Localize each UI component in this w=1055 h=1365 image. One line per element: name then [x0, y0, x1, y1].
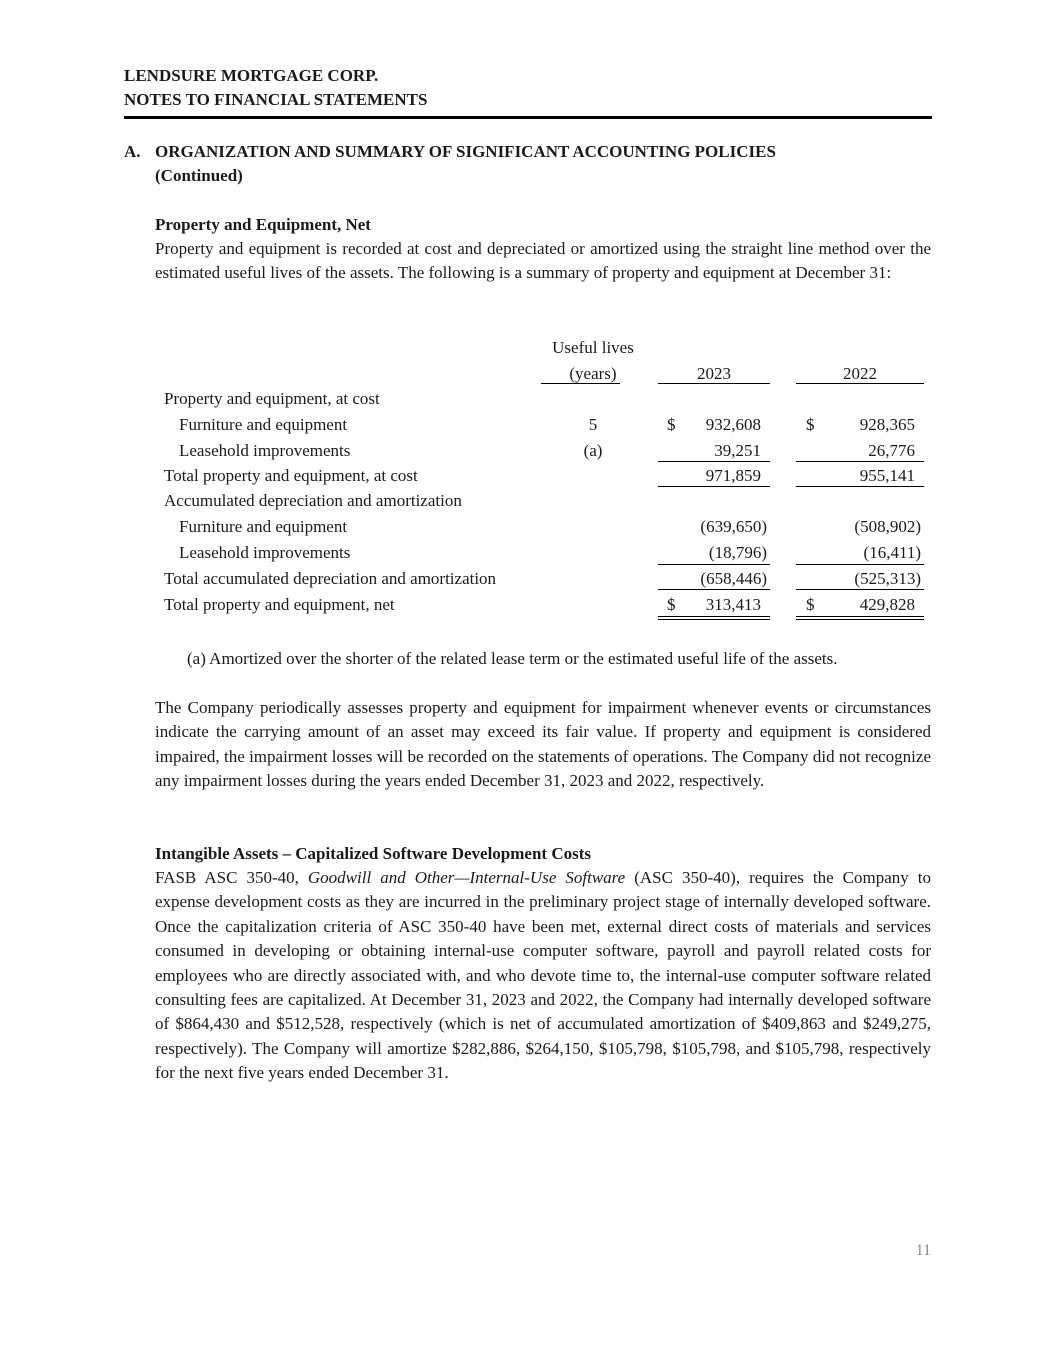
table-footnote: (a) Amortized over the shorter of the related lease term or the estimated useful life of the assets.: [187, 649, 838, 668]
row-useful-life: 5: [588, 415, 598, 434]
row-label: Total property and equipment, at cost: [164, 466, 418, 485]
intangible-heading: Intangible Assets – Capitalized Software Development Costs: [155, 844, 592, 863]
row-value-2022: (508,902): [854, 517, 921, 536]
row-value-2023: 313,413: [705, 595, 761, 614]
header-rule: [124, 116, 932, 119]
total-double-rule: [658, 616, 770, 620]
col-years: (years): [569, 364, 617, 383]
intangible-paragraph: [155, 866, 931, 1086]
row-label: Leasehold improvements: [179, 441, 351, 460]
company-name: LENDSURE MORTGAGE CORP.: [124, 66, 379, 85]
2023-header-rule: [658, 383, 770, 384]
col-2023-header: 2023: [697, 364, 731, 383]
subtotal-rule: [796, 461, 924, 462]
property-intro: Property and equipment is recorded at cost and depreciated or amortized using the straight line method over the estimated useful lives of the assets. The following is a summary of property and equipment at December 31:: [155, 239, 931, 283]
section-title-line1: ORGANIZATION AND SUMMARY OF SIGNIFICANT ACCOUNTING POLICIES: [155, 142, 776, 161]
subtotal-rule: [796, 589, 924, 590]
row-value-2022: (525,313): [854, 569, 921, 588]
page-number: 11: [915, 1242, 931, 1259]
document-header: [124, 64, 932, 112]
currency-symbol: $: [667, 415, 676, 434]
impairment-section: [155, 696, 931, 794]
row-label: Leasehold improvements: [179, 543, 351, 562]
intangible-para-italic: Goodwill and Other—Internal-Use Software: [307, 868, 626, 887]
subtotal-rule: [796, 564, 924, 565]
row-label: Total accumulated depreciation and amortization: [164, 569, 497, 588]
row-value-2022: 26,776: [868, 441, 915, 460]
row-label: Property and equipment, at cost: [164, 389, 380, 408]
col-2022-header: 2022: [843, 364, 877, 383]
property-section: [155, 213, 931, 286]
property-heading: Property and Equipment, Net: [155, 215, 371, 234]
total-double-rule: [796, 616, 924, 620]
document-subtitle: NOTES TO FINANCIAL STATEMENTS: [124, 90, 428, 109]
subtotal-rule: [658, 461, 770, 462]
section-title: [124, 140, 932, 188]
subtotal-rule: [658, 589, 770, 590]
impairment-paragraph: The Company periodically assesses property and equipment for impairment whenever events or circumstances indicate the carrying amount of an asset may exceed its fair value. If property and equipment is considered impaired, the impairment losses will be recorded on the statements of operations. The Company did not recognize any impairment losses during the years ended December 31, 2023 and 2022, respectively.: [155, 698, 931, 791]
row-value-2023: 971,859: [705, 466, 761, 485]
section-letter: A.: [124, 142, 141, 161]
years-header-rule: [541, 383, 620, 384]
intangible-para-lead: FASB ASC 350-40,: [155, 868, 308, 887]
col-useful-lives: Useful lives: [552, 338, 634, 357]
row-value-2023: 39,251: [714, 441, 761, 460]
row-value-2022: 928,365: [859, 415, 915, 434]
currency-symbol: $: [806, 595, 815, 614]
row-useful-life: (a): [583, 441, 603, 460]
row-value-2023: 932,608: [705, 415, 761, 434]
subtotal-rule: [658, 486, 770, 487]
row-label: Total property and equipment, net: [164, 595, 395, 614]
row-label: Accumulated depreciation and amortization: [164, 491, 462, 510]
section-title-line2: (Continued): [155, 166, 243, 185]
row-label: Furniture and equipment: [179, 415, 348, 434]
row-value-2023: (639,650): [700, 517, 767, 536]
row-value-2023: (658,446): [700, 569, 767, 588]
intangible-para-rest: (ASC 350-40), requires the Company to expense development costs as they are incurred in the preliminary project stage of internally developed software. Once the capitalization criteria of ASC 350-40 have been met, external direct costs of materials and services consumed in developing or obtaining internal-use computer software, payroll and payroll related costs for employees who are directly associated with, and who devote time to, the internal-use computer software related consulting fees are capitalized. At December 31, 2023 and 2022, the Company had internally developed software of $864,430 and $512,528, respectively (which is net of accumulated amortization of $409,863 and $249,275, respectively). The Company will amortize $282,886, $264,150, $105,798, $105,798, and $105,798, respectively for the next five years ended December 31.: [155, 868, 932, 1083]
currency-symbol: $: [667, 595, 676, 614]
subtotal-rule: [658, 564, 770, 565]
subtotal-rule: [796, 486, 924, 487]
row-label: Furniture and equipment: [179, 517, 348, 536]
row-value-2022: 429,828: [859, 595, 915, 614]
2022-header-rule: [796, 383, 924, 384]
row-value-2022: 955,141: [859, 466, 915, 485]
currency-symbol: $: [806, 415, 815, 434]
intangible-section: [155, 842, 931, 1086]
row-value-2023: (18,796): [708, 543, 767, 562]
row-value-2022: (16,411): [863, 543, 921, 562]
